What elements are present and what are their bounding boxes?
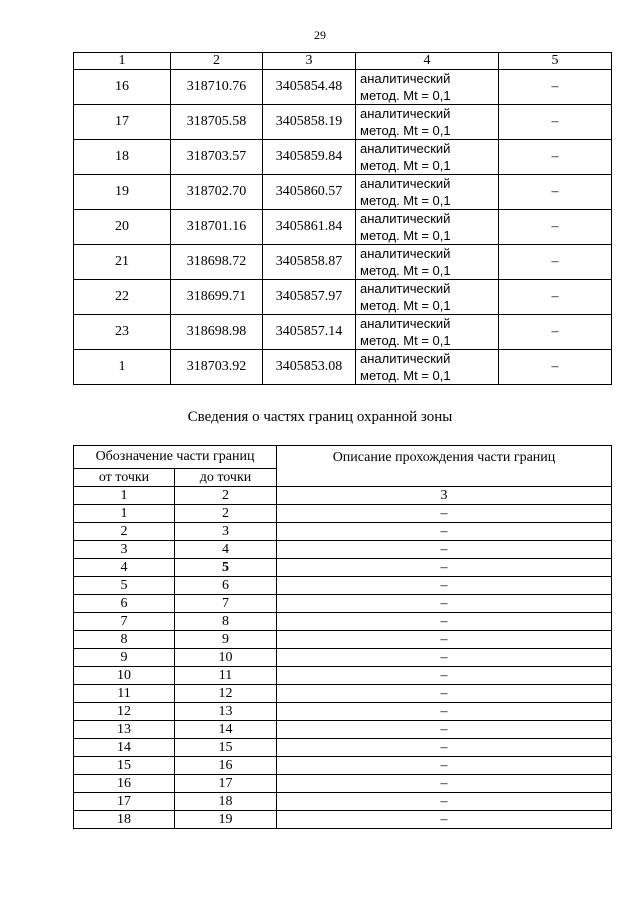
from-point: 16 <box>74 775 175 793</box>
group-header: Обозначение части границ <box>74 446 277 469</box>
to-point: 10 <box>175 649 277 667</box>
from-point: 18 <box>74 811 175 829</box>
parts-numbering-row <box>74 487 612 505</box>
method-line-2: метод. Mt = 0,1 <box>360 228 451 243</box>
to-point: 5 <box>175 559 277 577</box>
y-coordinate: 3405857.14 <box>263 315 356 350</box>
point-number: 19 <box>74 175 171 210</box>
numbering-cell-3: 3 <box>277 487 612 505</box>
table-row <box>74 245 612 280</box>
point-number: 23 <box>74 315 171 350</box>
table-row <box>74 613 612 631</box>
from-point: 15 <box>74 757 175 775</box>
from-point: 8 <box>74 631 175 649</box>
note-cell: – <box>499 315 612 350</box>
table-row <box>74 541 612 559</box>
part-description: – <box>277 793 612 811</box>
from-point: 10 <box>74 667 175 685</box>
note-cell: – <box>499 350 612 385</box>
part-description: – <box>277 577 612 595</box>
method-line-1: аналитический <box>360 71 451 86</box>
table-row <box>74 775 612 793</box>
to-point: 11 <box>175 667 277 685</box>
to-point: 2 <box>175 505 277 523</box>
method-line-1: аналитический <box>360 246 451 261</box>
y-coordinate: 3405854.48 <box>263 70 356 105</box>
table-row <box>74 140 612 175</box>
table-row <box>74 70 612 105</box>
part-description: – <box>277 523 612 541</box>
x-coordinate: 318705.58 <box>171 105 263 140</box>
point-number: 17 <box>74 105 171 140</box>
table-row <box>74 175 612 210</box>
table-row <box>74 577 612 595</box>
table-row <box>74 210 612 245</box>
x-coordinate: 318710.76 <box>171 70 263 105</box>
from-point: 12 <box>74 703 175 721</box>
to-point: 6 <box>175 577 277 595</box>
table-row <box>74 523 612 541</box>
method-cell <box>356 70 499 105</box>
to-point: 19 <box>175 811 277 829</box>
part-description: – <box>277 505 612 523</box>
table-row <box>74 595 612 613</box>
table-row <box>74 649 612 667</box>
from-point: 2 <box>74 523 175 541</box>
part-description: – <box>277 775 612 793</box>
table-row <box>74 350 612 385</box>
col-header-5: 5 <box>499 53 612 70</box>
part-description: – <box>277 739 612 757</box>
point-number: 21 <box>74 245 171 280</box>
from-point: 5 <box>74 577 175 595</box>
from-point: 9 <box>74 649 175 667</box>
page-number: 29 <box>314 28 326 42</box>
table-row <box>74 280 612 315</box>
method-line-2: метод. Mt = 0,1 <box>360 123 451 138</box>
from-point-header: от точки <box>74 469 175 487</box>
to-point: 13 <box>175 703 277 721</box>
boundary-parts-table <box>73 445 612 829</box>
note-cell: – <box>499 175 612 210</box>
table-row <box>74 793 612 811</box>
y-coordinate: 3405858.87 <box>263 245 356 280</box>
table-row <box>74 757 612 775</box>
note-cell: – <box>499 70 612 105</box>
part-description: – <box>277 541 612 559</box>
table-row <box>74 505 612 523</box>
part-description: – <box>277 631 612 649</box>
point-number: 22 <box>74 280 171 315</box>
coordinates-body <box>74 70 612 385</box>
method-line-2: метод. Mt = 0,1 <box>360 193 451 208</box>
method-line-1: аналитический <box>360 141 451 156</box>
part-description: – <box>277 613 612 631</box>
method-line-1: аналитический <box>360 351 451 366</box>
col-header-2: 2 <box>171 53 263 70</box>
y-coordinate: 3405853.08 <box>263 350 356 385</box>
col-header-1: 1 <box>74 53 171 70</box>
x-coordinate: 318698.72 <box>171 245 263 280</box>
col-header-4: 4 <box>356 53 499 70</box>
x-coordinate: 318703.92 <box>171 350 263 385</box>
from-point: 6 <box>74 595 175 613</box>
table-row <box>74 739 612 757</box>
from-point: 14 <box>74 739 175 757</box>
method-cell <box>356 105 499 140</box>
from-point: 17 <box>74 793 175 811</box>
table-row <box>74 667 612 685</box>
x-coordinate: 318701.16 <box>171 210 263 245</box>
from-point: 11 <box>74 685 175 703</box>
x-coordinate: 318703.57 <box>171 140 263 175</box>
table-row <box>74 559 612 577</box>
method-cell <box>356 175 499 210</box>
part-description: – <box>277 757 612 775</box>
to-point: 4 <box>175 541 277 559</box>
col-header-3: 3 <box>263 53 356 70</box>
note-cell: – <box>499 105 612 140</box>
to-point: 18 <box>175 793 277 811</box>
part-description: – <box>277 667 612 685</box>
part-description: – <box>277 703 612 721</box>
y-coordinate: 3405860.57 <box>263 175 356 210</box>
method-line-1: аналитический <box>360 106 451 121</box>
y-coordinate: 3405859.84 <box>263 140 356 175</box>
to-point: 14 <box>175 721 277 739</box>
table-row <box>74 315 612 350</box>
to-point-header: до точки <box>175 469 277 487</box>
method-cell <box>356 140 499 175</box>
method-line-2: метод. Mt = 0,1 <box>360 368 451 383</box>
part-description: – <box>277 595 612 613</box>
point-number: 1 <box>74 350 171 385</box>
note-cell: – <box>499 140 612 175</box>
to-point: 8 <box>175 613 277 631</box>
part-description: – <box>277 811 612 829</box>
note-cell: – <box>499 280 612 315</box>
part-description: – <box>277 685 612 703</box>
from-point: 1 <box>74 505 175 523</box>
method-cell <box>356 280 499 315</box>
method-line-2: метод. Mt = 0,1 <box>360 263 451 278</box>
method-cell <box>356 350 499 385</box>
method-line-1: аналитический <box>360 211 451 226</box>
note-cell: – <box>499 210 612 245</box>
part-description: – <box>277 559 612 577</box>
method-line-1: аналитический <box>360 316 451 331</box>
method-line-2: метод. Mt = 0,1 <box>360 298 451 313</box>
x-coordinate: 318698.98 <box>171 315 263 350</box>
method-line-1: аналитический <box>360 281 451 296</box>
method-line-1: аналитический <box>360 176 451 191</box>
part-description: – <box>277 721 612 739</box>
table-row <box>74 685 612 703</box>
method-cell <box>356 245 499 280</box>
note-cell: – <box>499 245 612 280</box>
table-row <box>74 703 612 721</box>
method-line-2: метод. Mt = 0,1 <box>360 333 451 348</box>
to-point: 12 <box>175 685 277 703</box>
from-point: 4 <box>74 559 175 577</box>
point-number: 18 <box>74 140 171 175</box>
part-description: – <box>277 649 612 667</box>
y-coordinate: 3405858.19 <box>263 105 356 140</box>
parts-body <box>74 505 612 829</box>
coordinates-header-row <box>74 53 612 70</box>
table-row <box>74 631 612 649</box>
x-coordinate: 318699.71 <box>171 280 263 315</box>
point-number: 16 <box>74 70 171 105</box>
coordinates-table <box>73 52 612 385</box>
from-point: 13 <box>74 721 175 739</box>
to-point: 3 <box>175 523 277 541</box>
method-line-2: метод. Mt = 0,1 <box>360 158 451 173</box>
table-row <box>74 105 612 140</box>
to-point: 17 <box>175 775 277 793</box>
from-point: 7 <box>74 613 175 631</box>
to-point: 9 <box>175 631 277 649</box>
from-point: 3 <box>74 541 175 559</box>
method-cell <box>356 210 499 245</box>
numbering-cell-2: 2 <box>175 487 277 505</box>
parts-group-header-row <box>74 446 612 469</box>
y-coordinate: 3405861.84 <box>263 210 356 245</box>
table-row <box>74 811 612 829</box>
to-point: 15 <box>175 739 277 757</box>
description-header: Описание прохождения части границ <box>277 446 612 487</box>
table-row <box>74 721 612 739</box>
to-point: 16 <box>175 757 277 775</box>
method-cell <box>356 315 499 350</box>
point-number: 20 <box>74 210 171 245</box>
y-coordinate: 3405857.97 <box>263 280 356 315</box>
numbering-cell-1: 1 <box>74 487 175 505</box>
to-point: 7 <box>175 595 277 613</box>
section-title: Сведения о частях границ охранной зоны <box>187 409 453 425</box>
method-line-2: метод. Mt = 0,1 <box>360 88 451 103</box>
x-coordinate: 318702.70 <box>171 175 263 210</box>
